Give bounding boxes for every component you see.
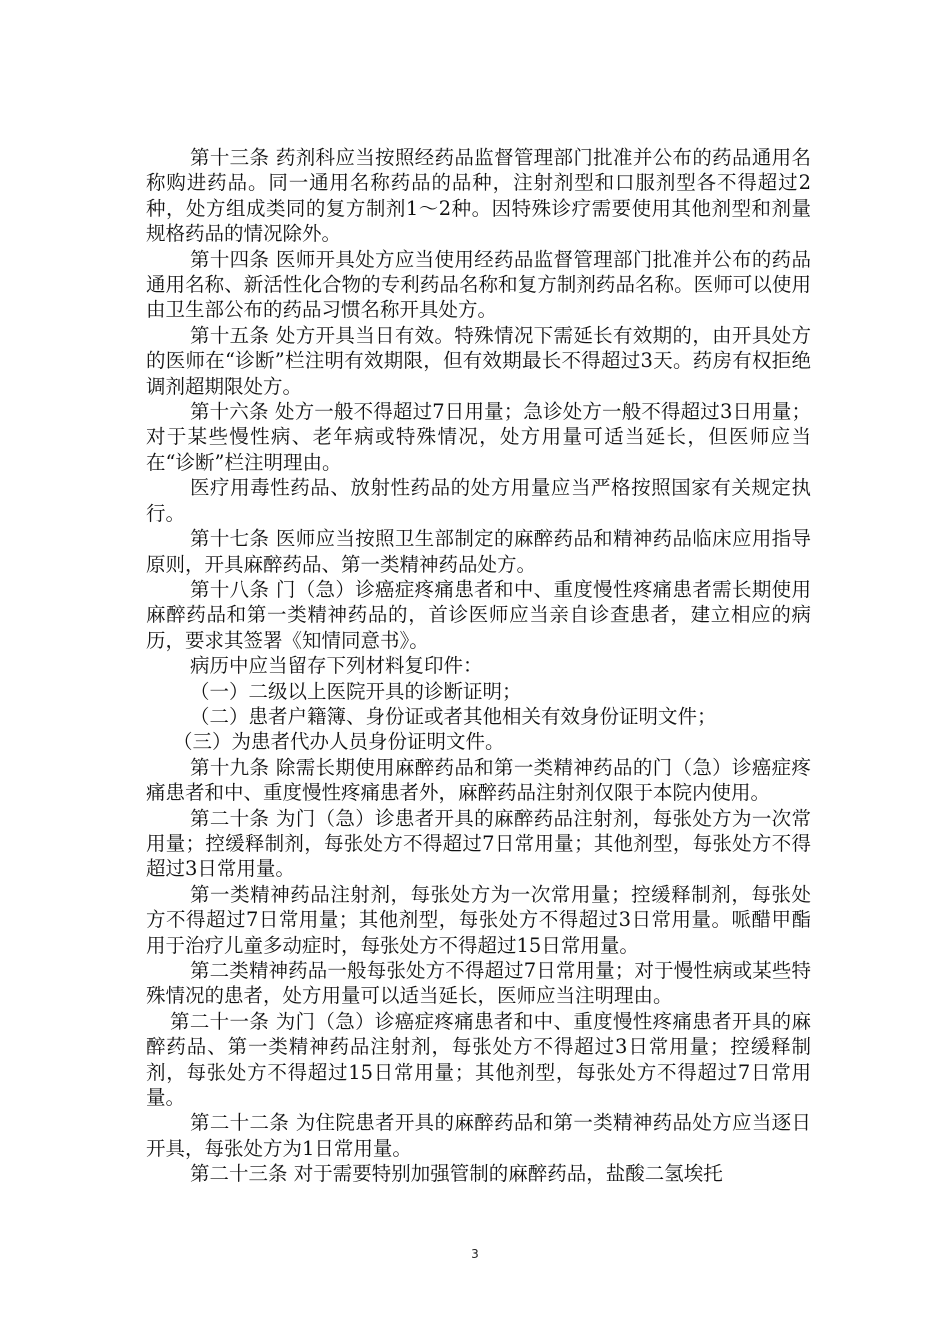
article-22-paragraph: 第二十二条 为住院患者开具的麻醉药品和第一类精神药品处方应当逐日开具，每张处方为1日常用量。 (146, 1111, 811, 1160)
article-14-paragraph: 第十四条 医师开具处方应当使用经药品监督管理部门批准并公布的药品通用名称、新活性化合物的专利药品名称和复方制剂药品名称。医师可以使用由卫生部公布的药品习惯名称开具处方。 (146, 247, 811, 322)
list-item-2: （二）患者户籍簿、身份证或者其他相关有效身份证明文件； (190, 704, 717, 728)
page-number: 3 (471, 1247, 479, 1261)
list-item-3: （三）为患者代办人员身份证明文件。 (173, 730, 505, 754)
class-two-psychotropic-paragraph: 第二类精神药品一般每张处方不得超过7日常用量；对于慢性病或某些特殊情况的患者，处方用量可以适当延长，医师应当注明理由。 (146, 959, 811, 1008)
article-17-paragraph: 第十七条 医师应当按照卫生部制定的麻醉药品和精神药品临床应用指导原则，开具麻醉药品、第一类精神药品处方。 (146, 527, 811, 576)
article-19-paragraph: 第十九条 除需长期使用麻醉药品和第一类精神药品的门（急）诊癌症疼痛患者和中、重度慢性疼痛患者外，麻醉药品注射剂仅限于本院内使用。 (146, 755, 811, 805)
article-20-paragraph: 第二十条 为门（急）诊患者开具的麻醉药品注射剂，每张处方为一次常用量；控缓释制剂，每张处方不得超过7日常用量；其他剂型，每张处方不得超过3日常用量。 (146, 806, 811, 881)
article-21-paragraph: 第二十一条 为门（急）诊癌症疼痛患者和中、重度慢性疼痛患者开具的麻醉药品、第一类精神药品注射剂，每张处方不得超过3日常用量；控缓释制剂，每张处方不得超过15日常用量；其他剂型，每张处方不得超过7日常用量。 (146, 1009, 811, 1110)
article-13-paragraph: 第十三条 药剂科应当按照经药品监督管理部门批准并公布的药品通用名称购进药品。同一通用名称药品的品种，注射剂型和口服剂型各不得超过2种，处方组成类同的复方制剂1～2种。因特殊诊疗需要使用其他剂型和剂量规格药品的情况除外。 (146, 146, 811, 246)
class-one-psychotropic-paragraph: 第一类精神药品注射剂，每张处方为一次常用量；控缓释制剂，每张处方不得超过7日常用量；其他剂型，每张处方不得超过3日常用量。哌醋甲酯用于治疗儿童多动症时，每张处方不得超过15日常用量。 (146, 882, 811, 957)
document-body (146, 145, 811, 1187)
list-item-1: （一）二级以上医院开具的诊断证明； (190, 679, 522, 703)
medical-record-paragraph: 病历中应当留存下列材料复印件： (190, 654, 483, 678)
toxic-drugs-paragraph: 医疗用毒性药品、放射性药品的处方用量应当严格按照国家有关规定执行。 (146, 476, 811, 525)
article-15-paragraph: 第十五条 处方开具当日有效。特殊情况下需延长有效期的，由开具处方的医师在“诊断”栏注明有效期限，但有效期最长不得超过3天。药房有权拒绝调剂超期限处方。 (146, 323, 811, 398)
article-18-paragraph: 第十八条 门（急）诊癌症疼痛患者和中、重度慢性疼痛患者需长期使用麻醉药品和第一类精神药品的，首诊医师应当亲自诊查患者，建立相应的病历，要求其签署《知情同意书》。 (146, 577, 811, 652)
article-23-paragraph: 第二十三条 对于需要特别加强管制的麻醉药品，盐酸二氢埃托 (190, 1162, 723, 1186)
article-16-paragraph: 第十六条 处方一般不得超过7日用量；急诊处方一般不得超过3日用量；对于某些慢性病、老年病或特殊情况，处方用量可适当延长，但医师应当在“诊断”栏注明理由。 (146, 400, 811, 474)
